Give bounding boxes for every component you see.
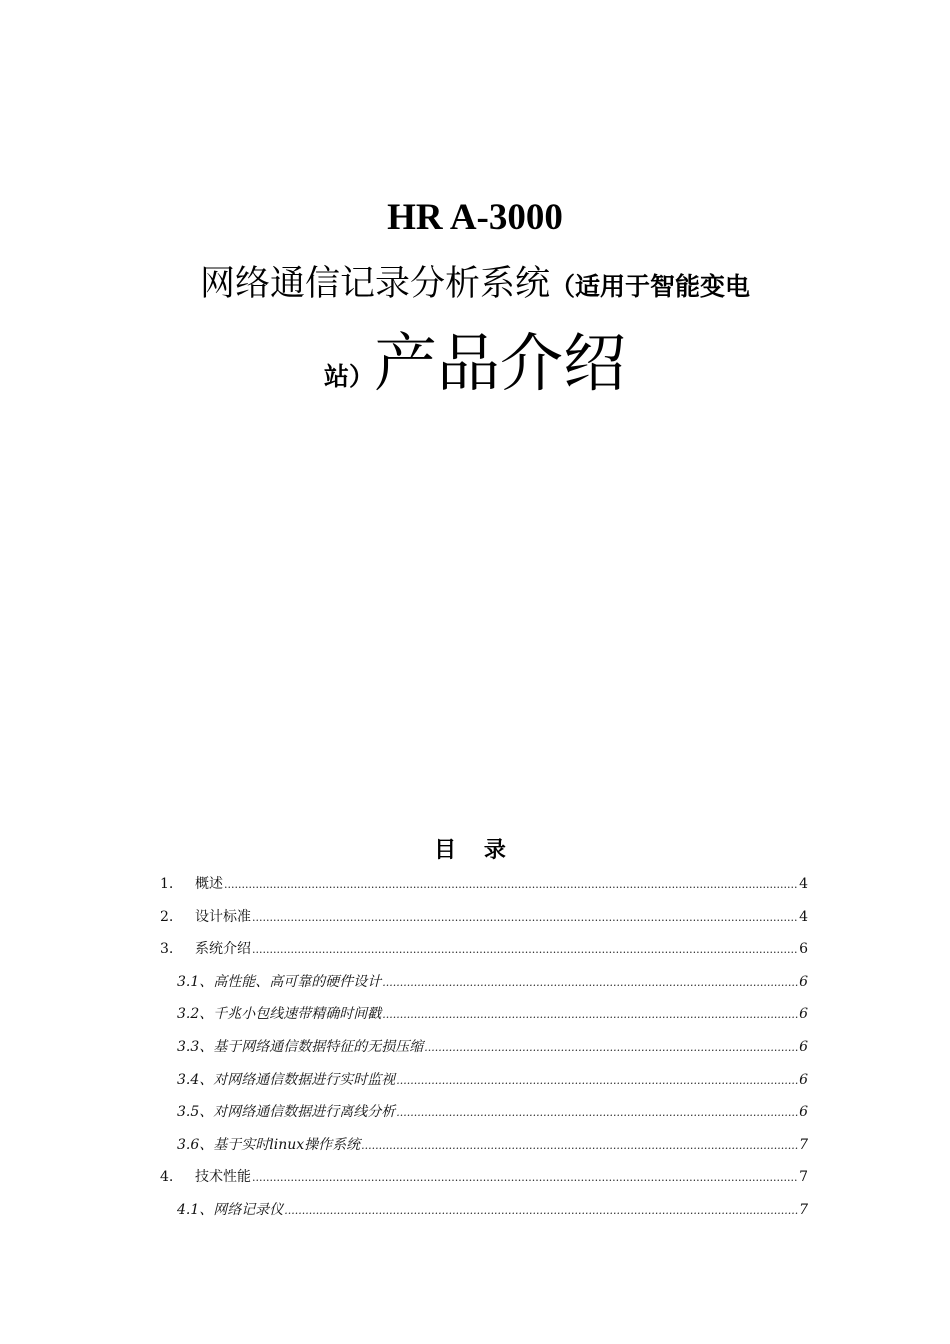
product-model-title: HR A-3000	[387, 197, 563, 238]
toc-entry-separator: 、	[199, 1104, 214, 1121]
toc-entry-label: 对网络通信数据进行离线分析	[213, 1104, 396, 1121]
toc-entry-label: 系统介绍	[195, 941, 251, 958]
toc-entry-3-5[interactable]	[160, 1096, 808, 1129]
product-name: 网络通信记录分析系统	[199, 264, 550, 304]
toc-entry-separator: 、	[199, 1071, 214, 1088]
toc-entry-separator: 、	[199, 1136, 214, 1153]
toc-leader-dots	[252, 1162, 798, 1195]
toc-leader-dots	[382, 999, 798, 1032]
toc-entry-label: 基于实时linux操作系统	[213, 1136, 361, 1153]
toc-leader-dots	[252, 934, 798, 967]
table-of-contents	[160, 868, 808, 1227]
toc-entry-label: 技术性能	[195, 1169, 251, 1186]
toc-heading: 目 录	[434, 838, 516, 863]
toc-leader-dots	[396, 1065, 798, 1098]
toc-entry-label: 高性能、高可靠的硬件设计	[213, 973, 382, 990]
toc-entry-3-1[interactable]	[160, 966, 808, 999]
toc-entry-number: 3.	[160, 941, 174, 958]
toc-entry-page: 7	[799, 1169, 808, 1186]
toc-entry-separator: 、	[199, 1201, 214, 1218]
product-scope-part1: （适用于智能变电	[550, 272, 751, 301]
toc-entry-4[interactable]	[160, 1161, 808, 1194]
toc-leader-dots	[396, 1097, 798, 1130]
toc-leader-dots	[382, 967, 798, 1000]
toc-entry-page: 7	[799, 1136, 808, 1153]
toc-entry-number: 3.6	[177, 1136, 200, 1153]
toc-entry-label: 概述	[195, 876, 223, 892]
toc-entry-number: 1.	[160, 876, 174, 892]
toc-entry-separator: 、	[199, 1038, 214, 1055]
toc-entry-page: 6	[799, 1038, 808, 1055]
toc-entry-3-3[interactable]	[160, 1031, 808, 1064]
toc-entry-number: 4.	[160, 1169, 174, 1186]
toc-entry-number: 3.3	[177, 1038, 200, 1055]
toc-leader-dots	[284, 1195, 798, 1228]
toc-entry-2[interactable]	[160, 901, 808, 934]
toc-entry-3-6[interactable]	[160, 1129, 808, 1162]
toc-entry-number: 3.1	[177, 973, 200, 990]
toc-entry-number: 4.1	[177, 1201, 200, 1218]
toc-entry-1[interactable]	[160, 868, 808, 901]
toc-entry-3[interactable]	[160, 933, 808, 966]
toc-leader-dots	[224, 869, 798, 902]
toc-leader-dots	[252, 902, 798, 935]
toc-entry-label: 设计标准	[195, 908, 251, 925]
toc-entry-number: 3.5	[177, 1104, 200, 1121]
product-scope-part2: 站）	[323, 362, 374, 391]
toc-entry-page: 6	[799, 1104, 808, 1121]
toc-entry-page: 4	[799, 876, 808, 892]
toc-entry-page: 6	[799, 1071, 808, 1088]
toc-entry-page: 6	[799, 941, 808, 958]
toc-entry-label: 网络记录仪	[213, 1201, 284, 1218]
toc-entry-separator: 、	[199, 973, 214, 990]
product-name-line	[0, 258, 950, 310]
toc-entry-label: 对网络通信数据进行实时监视	[213, 1071, 396, 1088]
toc-entry-page: 7	[799, 1201, 808, 1218]
toc-entry-4-1[interactable]	[160, 1194, 808, 1227]
toc-entry-number: 2.	[160, 908, 174, 925]
toc-entry-3-2[interactable]	[160, 998, 808, 1031]
toc-entry-label: 基于网络通信数据特征的无损压缩	[213, 1038, 424, 1055]
toc-entry-separator: 、	[199, 1006, 214, 1023]
toc-leader-dots	[361, 1130, 798, 1163]
toc-entry-number: 3.4	[177, 1071, 200, 1088]
toc-entry-page: 6	[799, 973, 808, 990]
toc-leader-dots	[424, 1032, 798, 1065]
toc-entry-number: 3.2	[177, 1006, 200, 1023]
product-doc-type-line	[0, 326, 950, 402]
toc-entry-page: 6	[799, 1006, 808, 1023]
document-type-title: 产品介绍	[374, 327, 626, 400]
toc-entry-3-4[interactable]	[160, 1064, 808, 1097]
toc-entry-label: 千兆小包线速带精确时间戳	[213, 1006, 382, 1023]
toc-entry-page: 4	[799, 908, 808, 925]
